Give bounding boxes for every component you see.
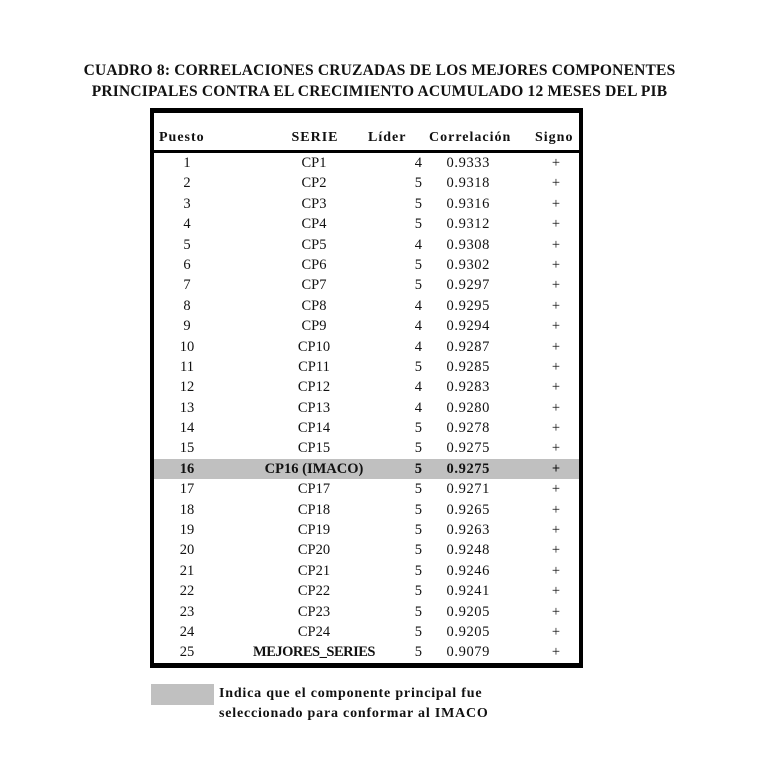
table-row: [154, 337, 579, 357]
cell-serie: CP7: [301, 277, 327, 294]
table-row: [154, 235, 579, 255]
cell-puesto: 17: [179, 481, 195, 498]
cell-serie: CP22: [297, 583, 331, 600]
table-title: [0, 60, 759, 102]
cell-puesto: 9: [183, 318, 191, 335]
cell-correlacion: 0.9275: [446, 460, 490, 477]
cell-serie: CP17: [297, 481, 331, 498]
cell-correlacion: 0.9302: [446, 256, 490, 273]
table-row: [154, 153, 579, 173]
cell-lider: 5: [414, 644, 422, 661]
cell-signo: +: [551, 216, 561, 233]
cell-correlacion: 0.9205: [446, 623, 490, 640]
cell-signo: +: [551, 256, 561, 273]
cell-signo: +: [551, 481, 561, 498]
cell-serie: CP23: [297, 603, 331, 620]
cell-puesto: 3: [183, 195, 191, 212]
cell-puesto: 24: [179, 623, 195, 640]
cell-serie: CP10: [297, 338, 331, 355]
cell-puesto: 15: [179, 440, 195, 457]
title-line-2: PRINCIPALES CONTRA EL CRECIMIENTO ACUMULADO 12 MESES DEL PIB: [91, 83, 668, 100]
cell-lider: 4: [414, 155, 422, 171]
table-row: [154, 642, 579, 662]
cell-lider: 5: [414, 175, 422, 192]
cell-correlacion: 0.9079: [446, 644, 490, 661]
cell-correlacion: 0.9271: [446, 481, 490, 498]
cell-lider: 5: [414, 562, 422, 579]
cell-puesto: 5: [183, 236, 191, 253]
table-row: [154, 479, 579, 499]
cell-lider: 4: [414, 318, 422, 335]
title-line-1: CUADRO 8: CORRELACIONES CRUZADAS DE LOS MEJORES COMPONENTES: [83, 62, 676, 79]
cell-signo: +: [551, 195, 561, 212]
cell-puesto: 18: [179, 501, 195, 518]
cell-lider: 5: [414, 256, 422, 273]
cell-lider: 5: [414, 277, 422, 294]
cell-signo: +: [551, 318, 561, 335]
cell-correlacion: 0.9278: [446, 420, 490, 437]
cell-signo: +: [551, 277, 561, 294]
cell-signo: +: [551, 440, 561, 457]
cell-signo: +: [551, 501, 561, 518]
cell-signo: +: [551, 379, 561, 396]
cell-correlacion: 0.9246: [446, 562, 490, 579]
table-row: [154, 500, 579, 520]
cell-lider: 5: [414, 542, 422, 559]
header-serie: SERIE: [291, 130, 339, 145]
cell-lider: 4: [414, 379, 422, 396]
table-row: [154, 561, 579, 581]
cell-puesto: 25: [179, 644, 195, 661]
legend-swatch: [151, 684, 214, 705]
cell-correlacion: 0.9333: [446, 155, 490, 171]
cell-serie: CP3: [301, 195, 327, 212]
cell-signo: +: [551, 522, 561, 539]
cell-puesto: 8: [183, 297, 191, 314]
cell-serie: CP15: [297, 440, 331, 457]
table-row: [154, 398, 579, 418]
cell-serie: CP11: [298, 358, 330, 375]
cell-puesto: 16: [179, 460, 195, 477]
cell-puesto: 6: [183, 256, 191, 273]
table-row: [154, 520, 579, 540]
cell-lider: 5: [414, 216, 422, 233]
cell-lider: 4: [414, 399, 422, 416]
table-row: [154, 255, 579, 275]
table-row: [154, 540, 579, 560]
cell-correlacion: 0.9280: [446, 399, 490, 416]
cell-serie: CP6: [301, 256, 327, 273]
cell-correlacion: 0.9205: [446, 603, 490, 620]
cell-serie: CP16 (IMACO): [264, 460, 364, 477]
cell-serie: CP2: [301, 175, 327, 192]
cell-lider: 5: [414, 440, 422, 457]
cell-correlacion: 0.9316: [446, 195, 490, 212]
table-header-row: [154, 113, 579, 153]
cell-signo: +: [551, 338, 561, 355]
cell-puesto: 11: [180, 358, 194, 375]
cell-puesto: 10: [179, 338, 195, 355]
table-row: [154, 173, 579, 193]
cell-serie: CP14: [297, 420, 331, 437]
cell-serie: MEJORES_SERIES: [253, 644, 375, 661]
table-row: [154, 602, 579, 622]
cell-signo: +: [551, 358, 561, 375]
table-row: [154, 194, 579, 214]
cell-signo: +: [551, 644, 561, 661]
cell-correlacion: 0.9263: [446, 522, 490, 539]
cell-correlacion: 0.9283: [446, 379, 490, 396]
table-row: [154, 357, 579, 377]
cell-signo: +: [551, 583, 561, 600]
cell-correlacion: 0.9265: [446, 501, 490, 518]
cell-puesto: 1: [183, 155, 191, 171]
cell-puesto: 13: [179, 399, 195, 416]
cell-serie: CP20: [297, 542, 331, 559]
table-row: [154, 438, 579, 458]
table-row: [154, 418, 579, 438]
cell-lider: 5: [414, 501, 422, 518]
cell-serie: CP9: [301, 318, 327, 335]
cell-serie: CP8: [301, 297, 327, 314]
cell-signo: +: [551, 460, 561, 477]
cell-correlacion: 0.9308: [446, 236, 490, 253]
cell-lider: 4: [414, 338, 422, 355]
header-puesto: Puesto: [159, 130, 205, 145]
cell-correlacion: 0.9275: [446, 440, 490, 457]
cell-puesto: 23: [179, 603, 195, 620]
header-signo: Signo: [535, 130, 574, 145]
cell-serie: CP19: [297, 522, 331, 539]
cell-lider: 5: [414, 481, 422, 498]
cell-correlacion: 0.9285: [446, 358, 490, 375]
cell-serie: CP12: [297, 379, 331, 396]
cell-signo: +: [551, 542, 561, 559]
cell-serie: CP1: [301, 155, 327, 171]
cell-lider: 4: [414, 236, 422, 253]
table-row: [154, 275, 579, 295]
cell-signo: +: [551, 562, 561, 579]
cell-puesto: 2: [183, 175, 191, 192]
table-row-highlighted: [154, 459, 579, 479]
cell-signo: +: [551, 420, 561, 437]
cell-signo: +: [551, 603, 561, 620]
cell-serie: CP4: [301, 216, 327, 233]
table-row: [154, 581, 579, 601]
cell-serie: CP18: [297, 501, 331, 518]
cell-puesto: 22: [179, 583, 195, 600]
header-lider: Líder: [368, 130, 407, 145]
cell-puesto: 19: [179, 522, 195, 539]
table-body: [154, 153, 579, 663]
cell-signo: +: [551, 155, 561, 171]
cell-correlacion: 0.9287: [446, 338, 490, 355]
table-row: [154, 296, 579, 316]
cell-signo: +: [551, 175, 561, 192]
cell-puesto: 20: [179, 542, 195, 559]
cell-correlacion: 0.9295: [446, 297, 490, 314]
table-row: [154, 622, 579, 642]
cell-puesto: 4: [183, 216, 191, 233]
cell-puesto: 12: [179, 379, 195, 396]
cell-correlacion: 0.9297: [446, 277, 490, 294]
cell-lider: 5: [414, 420, 422, 437]
header-correlacion: Correlación: [429, 130, 512, 145]
cell-puesto: 21: [179, 562, 195, 579]
cell-signo: +: [551, 297, 561, 314]
cell-lider: 4: [414, 297, 422, 314]
cell-lider: 5: [414, 460, 422, 477]
cell-lider: 5: [414, 358, 422, 375]
correlations-table: [150, 108, 583, 668]
cell-correlacion: 0.9241: [446, 583, 490, 600]
legend-line-2: seleccionado para conformar al IMACO: [219, 706, 489, 721]
cell-serie: CP13: [297, 399, 331, 416]
legend-text: [219, 684, 489, 724]
table-row: [154, 377, 579, 397]
cell-lider: 5: [414, 195, 422, 212]
table-row: [154, 214, 579, 234]
cell-correlacion: 0.9312: [446, 216, 490, 233]
cell-correlacion: 0.9248: [446, 542, 490, 559]
cell-puesto: 7: [183, 277, 191, 294]
cell-correlacion: 0.9294: [446, 318, 490, 335]
cell-serie: CP24: [297, 623, 331, 640]
cell-signo: +: [551, 399, 561, 416]
cell-signo: +: [551, 623, 561, 640]
cell-lider: 5: [414, 522, 422, 539]
cell-puesto: 14: [179, 420, 195, 437]
cell-lider: 5: [414, 603, 422, 620]
legend-line-1: Indica que el componente principal fue: [219, 686, 483, 701]
table-row: [154, 316, 579, 336]
cell-lider: 5: [414, 583, 422, 600]
cell-serie: CP21: [297, 562, 331, 579]
cell-serie: CP5: [301, 236, 327, 253]
cell-signo: +: [551, 236, 561, 253]
cell-lider: 5: [414, 623, 422, 640]
cell-correlacion: 0.9318: [446, 175, 490, 192]
